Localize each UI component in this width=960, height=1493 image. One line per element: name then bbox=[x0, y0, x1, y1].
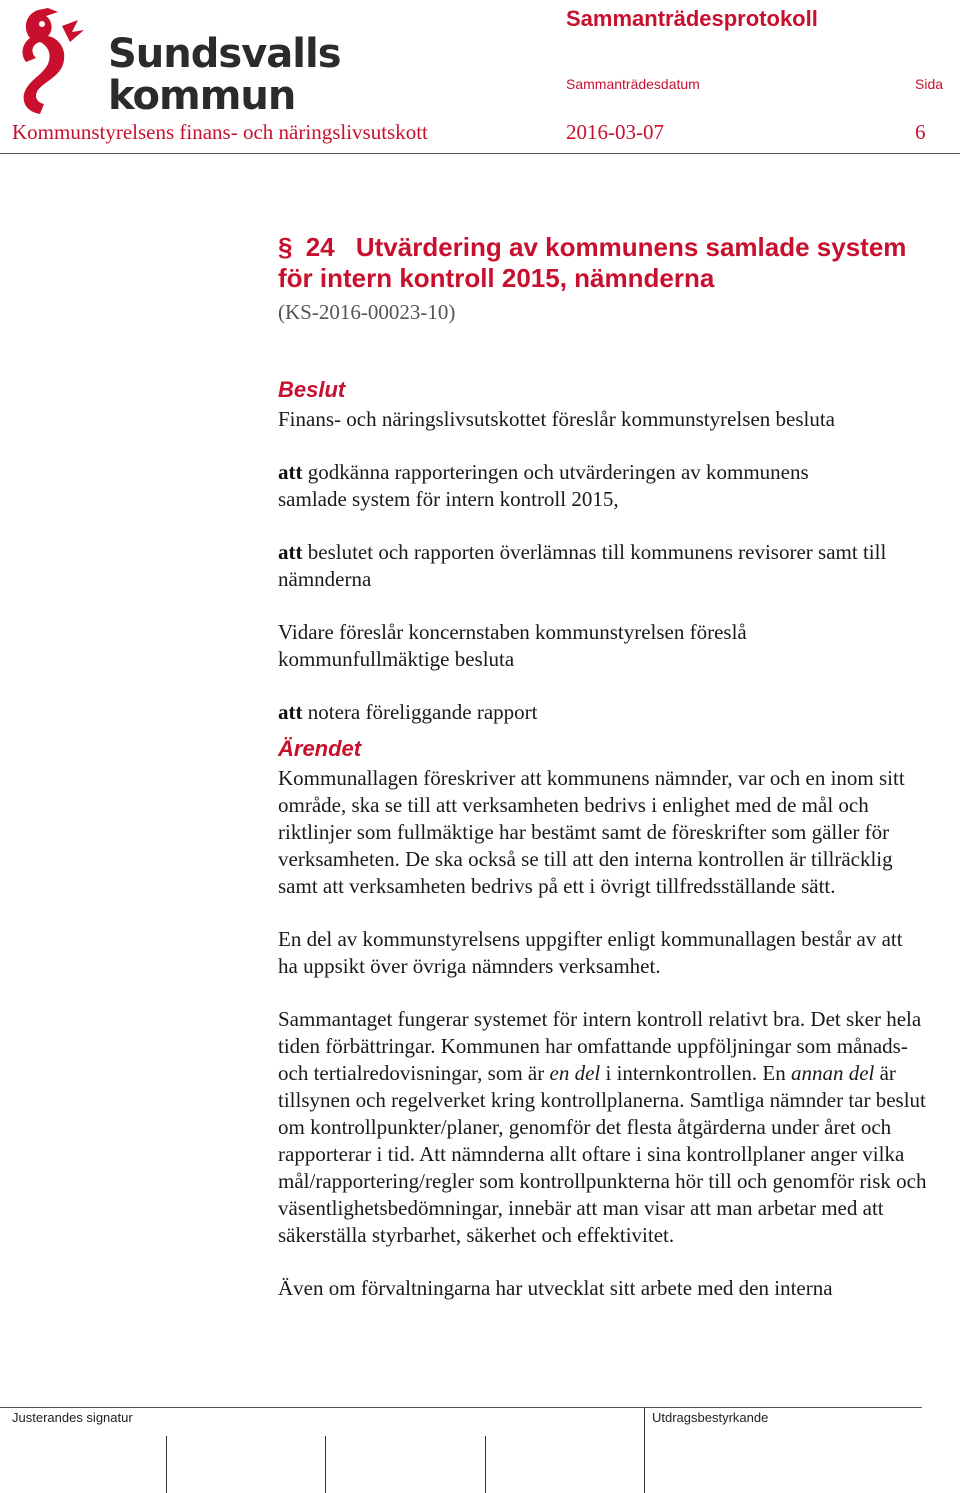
att-keyword: att bbox=[278, 540, 303, 564]
further-proposal: Vidare föreslår koncernstaben kommunstyrelsen föreslå kommunfullmäktige besluta bbox=[278, 620, 747, 671]
arendet-paragraph-3: Sammantaget fungerar systemet för intern kontroll relativt bra. Det sker hela tiden förbättringar. Kommunen har omfattande uppföljningar som månads- och tertialredovisningar, som är en del i internkontrollen. En annan del är tillsynen och regelverket kring kontrollplanerna. Samtliga nämnder tar beslut om kontrollpunkter/planer, genomför det flesta åtgärderna under året och rapporterar i tid. Att nämnderna allt oftare i sina kontrollplaner anger vilka mål/rapportering/regler som kontrollpunkterna hör till och genomför risk och väsentlighetsbedömningar, innebär att man visar att man arbetar med att säkerställa styrbarhet, säkerhet och effektivitet. bbox=[278, 1007, 927, 1247]
arendet-paragraph-2: En del av kommunstyrelsens uppgifter enligt kommunallagen består av att ha uppsikt över övriga nämnders verksamhet. bbox=[278, 927, 903, 978]
page-label: Sida bbox=[915, 76, 944, 92]
decision-item-3: att notera föreliggande rapport bbox=[278, 700, 538, 724]
arendet-heading: Ärendet bbox=[278, 736, 362, 761]
att-keyword: att bbox=[278, 700, 303, 724]
arendet-paragraph-1: Kommunallagen föreskriver att kommunens nämnder, var och en inom sitt område, ska se till att verksamheten bedrivs i enlighet med de mål och riktlinjer som fullmäktige har bestämt samt de föreskrifter som gäller för verksamheten. De ska också se till att den interna kontrollen är tillräcklig samt att verksamheten bedrivs på ett i övrigt tillfredsställande sätt. bbox=[278, 766, 905, 898]
date-label: Sammanträdesdatum bbox=[566, 76, 700, 92]
meeting-date: 2016-03-07 bbox=[566, 120, 664, 144]
signature-box-divider bbox=[644, 1407, 645, 1493]
signature-label: Justerandes signatur bbox=[12, 1410, 133, 1425]
logo-text-line1: Sundsvalls bbox=[108, 31, 341, 77]
document-type: Sammanträdesprotokoll bbox=[566, 6, 818, 31]
paragraph-symbol: § bbox=[278, 232, 293, 262]
case-reference: (KS-2016-00023-10) bbox=[278, 300, 456, 324]
beslut-heading: Beslut bbox=[278, 377, 346, 402]
dragon-emblem-icon bbox=[18, 6, 88, 116]
decision-item-1: att godkänna rapporteringen och utvärderingen av kommunens samlade system för intern kontroll 2015, bbox=[278, 460, 809, 511]
header-divider bbox=[0, 153, 960, 154]
signature-box-divider bbox=[485, 1436, 486, 1493]
att-keyword: att bbox=[278, 460, 303, 484]
footer-divider bbox=[0, 1407, 922, 1408]
municipality-logo bbox=[18, 6, 341, 119]
section-number: 24 bbox=[305, 232, 335, 262]
section-heading: Utvärdering av kommunens samlade system för intern kontroll 2015, nämnderna bbox=[278, 232, 907, 293]
signature-box-divider bbox=[166, 1436, 167, 1493]
beslut-intro: Finans- och näringslivsutskottet föreslår kommunstyrelsen besluta bbox=[278, 407, 835, 431]
extract-certification-label: Utdragsbestyrkande bbox=[652, 1410, 769, 1425]
section-title bbox=[278, 232, 918, 294]
committee-name: Kommunstyrelsens finans- och näringslivsutskott bbox=[12, 120, 428, 144]
signature-box-divider bbox=[325, 1436, 326, 1493]
page-number: 6 bbox=[915, 120, 926, 144]
decision-item-2: att beslutet och rapporten överlämnas till kommunens revisorer samt till nämnderna bbox=[278, 540, 887, 591]
protocol-body bbox=[278, 375, 938, 1328]
logo-text-line2: kommun bbox=[108, 73, 296, 119]
arendet-paragraph-4: Även om förvaltningarna har utvecklat sitt arbete med den interna bbox=[278, 1276, 833, 1300]
